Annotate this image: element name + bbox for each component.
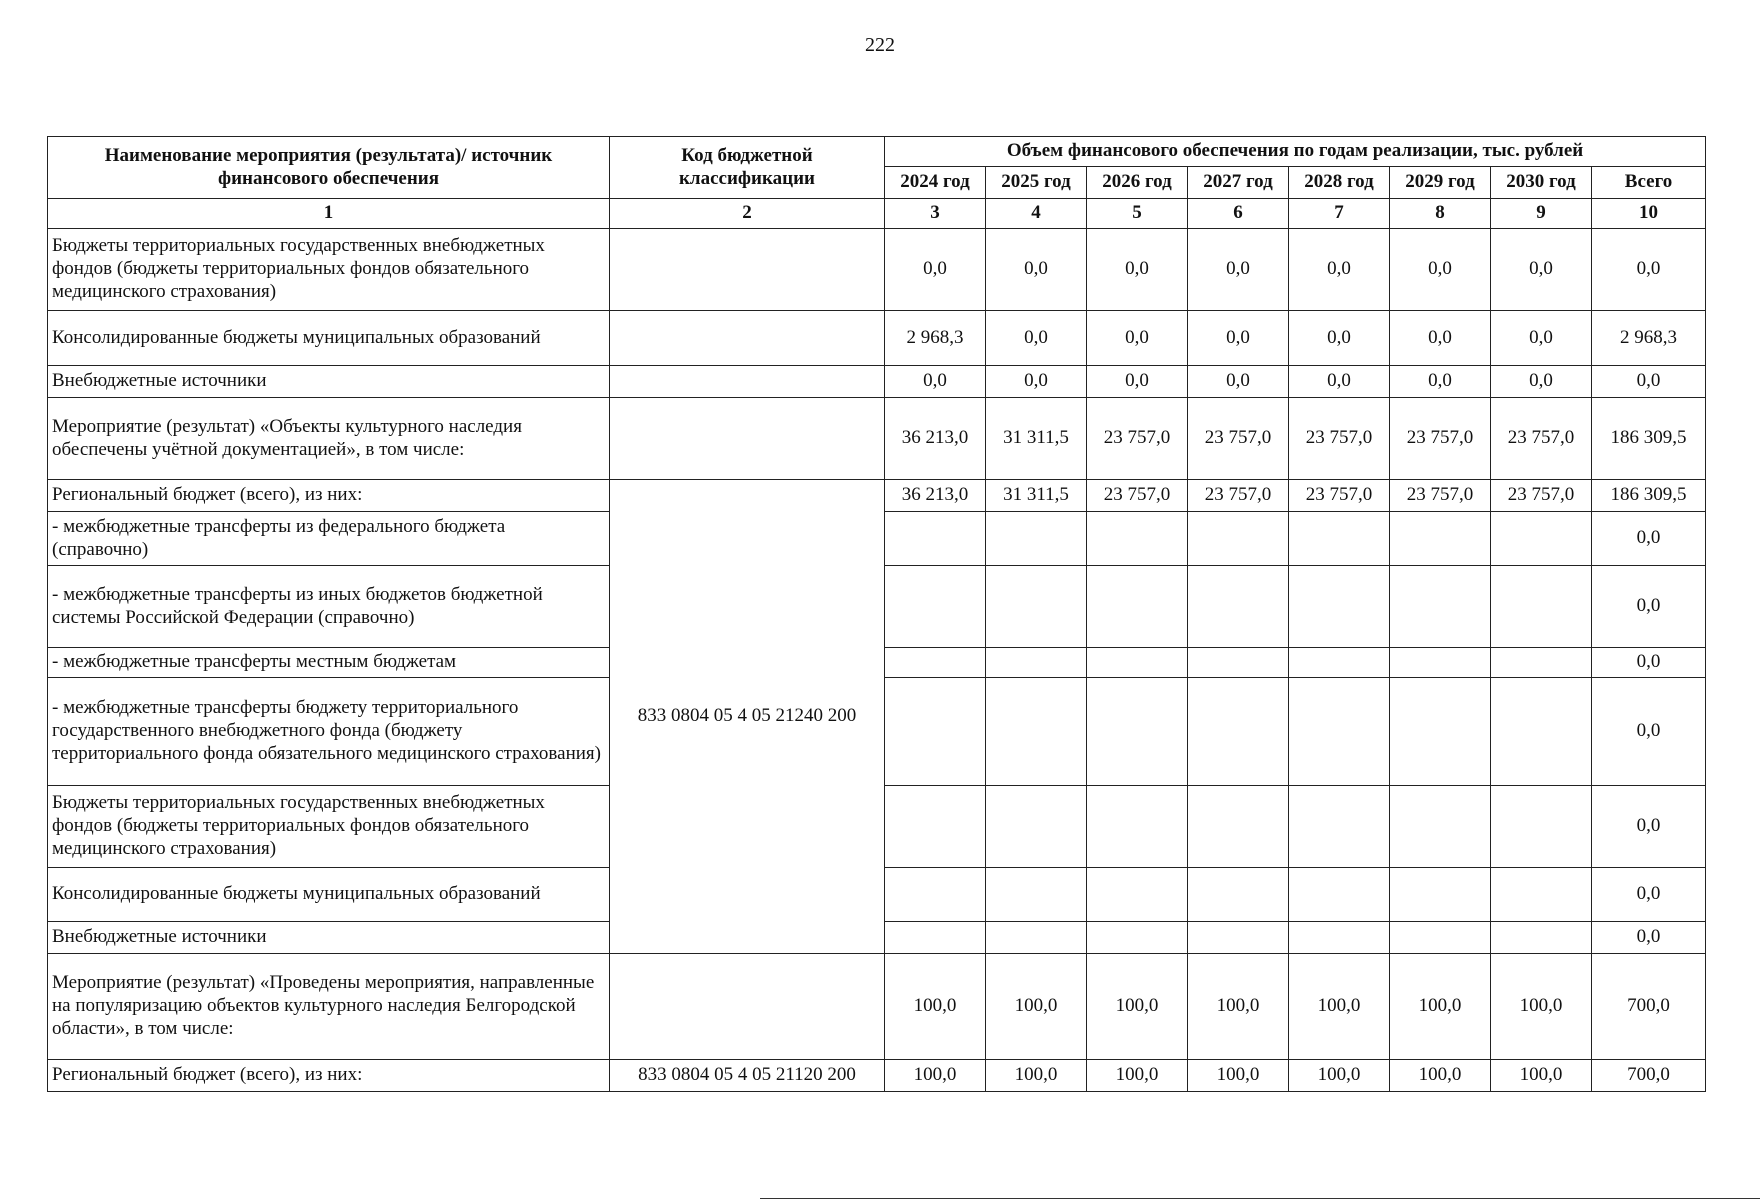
cell-value	[885, 786, 986, 868]
row-name: Внебюджетные источники	[48, 366, 610, 398]
cell-value: 23 757,0	[1087, 480, 1188, 512]
row-name: Бюджеты территориальных государственных внебюджетных фондов (бюджеты территориальных фондов обязательного медицинского страхования)	[48, 229, 610, 311]
header-year: 2030 год	[1491, 167, 1592, 199]
header-total: Всего	[1592, 167, 1706, 199]
cell-value: 0,0	[1390, 229, 1491, 311]
cell-value	[1188, 868, 1289, 922]
cell-value: 0,0	[1390, 366, 1491, 398]
cell-value: 23 757,0	[1491, 480, 1592, 512]
cell-value	[1188, 678, 1289, 786]
header-year: 2024 год	[885, 167, 986, 199]
cell-value: 23 757,0	[1087, 398, 1188, 480]
row-name: Консолидированные бюджеты муниципальных образований	[48, 868, 610, 922]
cell-value	[1289, 922, 1390, 954]
cell-total: 2 968,3	[1592, 311, 1706, 366]
cell-value	[1491, 678, 1592, 786]
cell-value	[986, 566, 1087, 648]
cell-value	[1491, 868, 1592, 922]
cell-value	[1188, 786, 1289, 868]
cell-value: 0,0	[1289, 366, 1390, 398]
cell-value: 0,0	[1188, 311, 1289, 366]
cell-value: 100,0	[885, 1060, 986, 1092]
cell-value	[986, 922, 1087, 954]
cell-value	[1087, 566, 1188, 648]
cell-value	[1390, 566, 1491, 648]
column-index: 7	[1289, 199, 1390, 229]
row-code: 833 0804 05 4 05 21120 200	[610, 1060, 885, 1092]
row-name: - межбюджетные трансферты из федерального бюджета (справочно)	[48, 512, 610, 566]
cell-value	[1390, 512, 1491, 566]
column-index: 8	[1390, 199, 1491, 229]
cell-value	[1390, 648, 1491, 678]
cell-value	[1087, 868, 1188, 922]
cell-value	[1087, 512, 1188, 566]
cell-value: 0,0	[885, 366, 986, 398]
row-name: Мероприятие (результат) «Проведены мероприятия, направленные на популяризацию объектов культурного наследия Белгородской области», в том числе:	[48, 954, 610, 1060]
cell-value: 0,0	[1390, 311, 1491, 366]
column-index: 2	[610, 199, 885, 229]
cell-value: 31 311,5	[986, 480, 1087, 512]
cell-value	[885, 566, 986, 648]
cell-value: 0,0	[986, 366, 1087, 398]
header-volume: Объем финансового обеспечения по годам реализации, тыс. рублей	[885, 137, 1706, 167]
cell-value: 0,0	[1188, 366, 1289, 398]
cell-total: 0,0	[1592, 366, 1706, 398]
cell-total: 700,0	[1592, 1060, 1706, 1092]
cell-value: 23 757,0	[1188, 480, 1289, 512]
row-code	[610, 954, 885, 1060]
header-year: 2029 год	[1390, 167, 1491, 199]
cell-value	[1289, 648, 1390, 678]
cell-value	[986, 678, 1087, 786]
cell-value: 31 311,5	[986, 398, 1087, 480]
cell-value: 23 757,0	[1390, 398, 1491, 480]
cell-value	[1087, 678, 1188, 786]
cell-value: 23 757,0	[1491, 398, 1592, 480]
cell-value	[885, 922, 986, 954]
cell-value	[885, 868, 986, 922]
cell-value	[1289, 512, 1390, 566]
column-index: 5	[1087, 199, 1188, 229]
cell-value	[885, 678, 986, 786]
cell-value	[986, 648, 1087, 678]
cell-value	[1491, 512, 1592, 566]
cell-value: 0,0	[1491, 366, 1592, 398]
cell-value	[1390, 868, 1491, 922]
cell-value: 23 757,0	[1289, 398, 1390, 480]
cell-value: 0,0	[1087, 311, 1188, 366]
row-name: Мероприятие (результат) «Объекты культурного наследия обеспечены учётной документацией», в том числе:	[48, 398, 610, 480]
cell-value: 23 757,0	[1390, 480, 1491, 512]
cell-value	[1390, 922, 1491, 954]
cell-value	[1188, 566, 1289, 648]
cell-value	[1491, 786, 1592, 868]
header-year: 2028 год	[1289, 167, 1390, 199]
cell-value	[1087, 786, 1188, 868]
cell-total: 700,0	[1592, 954, 1706, 1060]
row-code	[610, 366, 885, 398]
cell-value	[1188, 512, 1289, 566]
header-year: 2027 год	[1188, 167, 1289, 199]
cell-value	[1491, 566, 1592, 648]
cell-total: 0,0	[1592, 922, 1706, 954]
row-name: - межбюджетные трансферты из иных бюджетов бюджетной системы Российской Федерации (справочно)	[48, 566, 610, 648]
cell-value: 100,0	[1289, 954, 1390, 1060]
row-code	[610, 229, 885, 311]
header-code: Код бюджетной классификации	[610, 137, 885, 199]
cell-value: 0,0	[885, 229, 986, 311]
cell-value: 100,0	[1188, 1060, 1289, 1092]
cell-value: 100,0	[1087, 954, 1188, 1060]
cell-value: 23 757,0	[1188, 398, 1289, 480]
cell-value: 23 757,0	[1289, 480, 1390, 512]
cell-value: 100,0	[986, 1060, 1087, 1092]
cell-value	[1289, 868, 1390, 922]
header-year: 2025 год	[986, 167, 1087, 199]
cell-value	[1390, 678, 1491, 786]
row-name: Региональный бюджет (всего), из них:	[48, 480, 610, 512]
cell-value	[885, 648, 986, 678]
cell-value	[1390, 786, 1491, 868]
cell-value	[986, 512, 1087, 566]
cell-value: 36 213,0	[885, 398, 986, 480]
cell-value: 100,0	[1289, 1060, 1390, 1092]
cell-total: 186 309,5	[1592, 480, 1706, 512]
cell-total: 186 309,5	[1592, 398, 1706, 480]
cell-value	[1491, 648, 1592, 678]
row-name: Внебюджетные источники	[48, 922, 610, 954]
cell-value	[885, 512, 986, 566]
cell-total: 0,0	[1592, 868, 1706, 922]
table-row	[48, 229, 1706, 311]
column-index: 3	[885, 199, 986, 229]
row-name: - межбюджетные трансферты бюджету территориального государственного внебюджетного фонда (бюджету территориального фонда обязательного медицинского страхования)	[48, 678, 610, 786]
row-name: Консолидированные бюджеты муниципальных образований	[48, 311, 610, 366]
row-code	[610, 398, 885, 480]
row-name: Региональный бюджет (всего), из них:	[48, 1060, 610, 1092]
table-row	[48, 366, 1706, 398]
cell-value	[1289, 786, 1390, 868]
column-index: 1	[48, 199, 610, 229]
cell-value: 100,0	[1390, 1060, 1491, 1092]
cell-value: 0,0	[1188, 229, 1289, 311]
cell-total: 0,0	[1592, 512, 1706, 566]
cell-value: 0,0	[1087, 366, 1188, 398]
column-index: 10	[1592, 199, 1706, 229]
table-row	[48, 954, 1706, 1060]
header-name: Наименование мероприятия (результата)/ источник финансового обеспечения	[48, 137, 610, 199]
cell-value	[1289, 566, 1390, 648]
cell-value	[1491, 922, 1592, 954]
cell-value: 0,0	[1491, 229, 1592, 311]
row-name: Бюджеты территориальных государственных внебюджетных фондов (бюджеты территориальных фондов обязательного медицинского страхования)	[48, 786, 610, 868]
cell-value: 0,0	[986, 311, 1087, 366]
row-code	[610, 311, 885, 366]
cell-value	[1087, 922, 1188, 954]
cell-value	[1289, 678, 1390, 786]
cell-total: 0,0	[1592, 229, 1706, 311]
cell-total: 0,0	[1592, 566, 1706, 648]
row-name: - межбюджетные трансферты местным бюджетам	[48, 648, 610, 678]
cell-total: 0,0	[1592, 786, 1706, 868]
cell-value: 100,0	[1491, 954, 1592, 1060]
cell-value: 100,0	[1188, 954, 1289, 1060]
table-row	[48, 398, 1706, 480]
table-row	[48, 311, 1706, 366]
cell-total: 0,0	[1592, 648, 1706, 678]
financing-table	[47, 136, 1706, 1092]
cell-value: 100,0	[986, 954, 1087, 1060]
column-index: 4	[986, 199, 1087, 229]
cell-value: 0,0	[1289, 229, 1390, 311]
cell-value: 0,0	[1289, 311, 1390, 366]
cell-value	[1188, 922, 1289, 954]
cell-value: 100,0	[1491, 1060, 1592, 1092]
cell-value	[1188, 648, 1289, 678]
table-row	[48, 480, 1706, 512]
cell-value: 0,0	[1087, 229, 1188, 311]
header-year: 2026 год	[1087, 167, 1188, 199]
cell-value: 2 968,3	[885, 311, 986, 366]
column-index: 6	[1188, 199, 1289, 229]
cell-total: 0,0	[1592, 678, 1706, 786]
cell-value: 0,0	[1491, 311, 1592, 366]
cell-value: 0,0	[986, 229, 1087, 311]
row-code: 833 0804 05 4 05 21240 200	[610, 480, 885, 954]
cell-value: 100,0	[1390, 954, 1491, 1060]
column-index: 9	[1491, 199, 1592, 229]
cell-value: 100,0	[885, 954, 986, 1060]
page-number: 222	[865, 34, 895, 56]
table-row	[48, 1060, 1706, 1092]
cell-value: 36 213,0	[885, 480, 986, 512]
cell-value	[1087, 648, 1188, 678]
cell-value: 100,0	[1087, 1060, 1188, 1092]
bottom-rule	[760, 1198, 1760, 1199]
cell-value	[986, 868, 1087, 922]
cell-value	[986, 786, 1087, 868]
